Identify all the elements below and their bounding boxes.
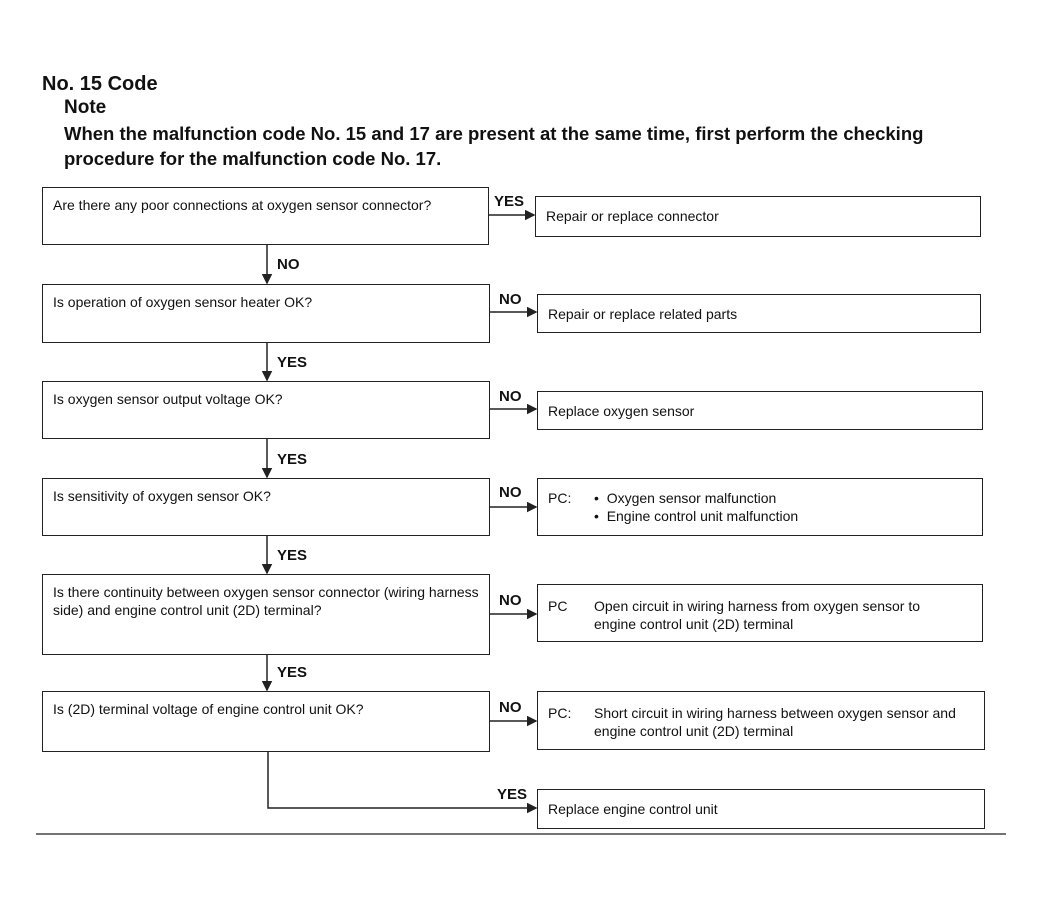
flow-label: YES [277, 547, 308, 564]
connector-final [268, 752, 536, 808]
branch-label: NO [499, 388, 522, 405]
action-box [535, 196, 981, 237]
question-box [42, 284, 490, 343]
flow-label: NO [277, 256, 300, 273]
note-label: Note [64, 97, 107, 118]
final-action-box [537, 789, 985, 829]
pc-label: PC: [548, 705, 572, 721]
question-box [42, 691, 490, 752]
branch-label: YES [494, 193, 525, 210]
question-box [42, 381, 490, 439]
action-box [537, 294, 981, 333]
flow-label: YES [277, 451, 308, 468]
question-text: Is (2D) terminal voltage of engine control unit OK? [53, 701, 364, 717]
action-text: Repair or replace related parts [548, 306, 738, 322]
question-box [42, 574, 490, 655]
action-text: Replace oxygen sensor [548, 403, 695, 419]
flow-label: YES [277, 354, 308, 371]
branch-label: NO [499, 592, 522, 609]
branch-label: NO [499, 291, 522, 308]
flow-label: YES [277, 664, 308, 681]
action-box [537, 584, 983, 642]
question-text: Are there any poor connections at oxygen sensor connector? [53, 197, 432, 213]
page-title: No. 15 Code [42, 73, 158, 95]
branch-label: NO [499, 699, 522, 716]
question-text: Is there continuity between oxygen sensor connector (wiring harness side) and engine control unit (2D) terminal? [53, 584, 479, 618]
branch-label: NO [499, 484, 522, 501]
cause-item: • Oxygen sensor malfunction [594, 489, 798, 507]
pc-label: PC: [548, 490, 572, 506]
cause-list [594, 489, 798, 535]
action-text: Repair or replace connector [546, 208, 719, 224]
action-text: Short circuit in wiring harness between oxygen sensor and engine control unit (2D) terminal [594, 705, 956, 739]
action-text: Open circuit in wiring harness from oxygen sensor to engine control unit (2D) terminal [594, 598, 921, 632]
action-box [537, 391, 983, 430]
question-text: Is oxygen sensor output voltage OK? [53, 391, 283, 407]
action-box [537, 691, 985, 750]
pc-label: PC [548, 598, 568, 614]
final-action-text: Replace engine control unit [548, 801, 718, 817]
cause-item: • Engine control unit malfunction [594, 507, 798, 525]
question-text: Is operation of oxygen sensor heater OK? [53, 294, 313, 310]
action-box [537, 478, 983, 536]
question-box [42, 187, 489, 245]
final-branch-label: YES [497, 786, 528, 803]
question-box [42, 478, 490, 536]
question-text: Is sensitivity of oxygen sensor OK? [53, 488, 271, 504]
note-text: When the malfunction code No. 15 and 17 are present at the same time, first perform the checking procedure for the malfunction code No. 17. [64, 123, 924, 169]
